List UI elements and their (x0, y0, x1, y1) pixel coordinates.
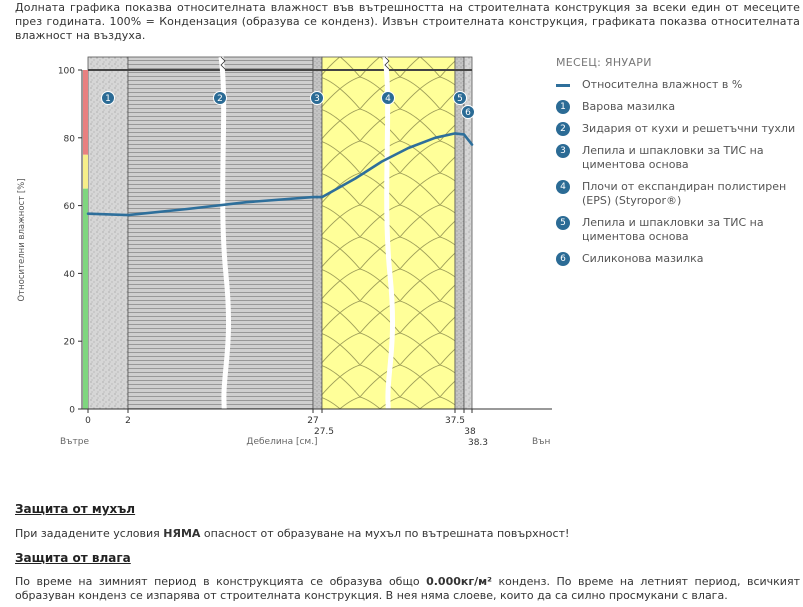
legend-badge: 6 (556, 252, 570, 266)
y-tick-label: 100 (57, 66, 75, 77)
layer-badge-1 (102, 92, 115, 105)
layer-badge-number: 3 (314, 94, 320, 105)
inside-label: Вътре (60, 437, 90, 447)
legend-month: МЕСЕЦ: ЯНУАРИ (556, 56, 652, 69)
x-tick-label: 27.5 (313, 427, 335, 437)
legend-badge: 5 (556, 216, 570, 230)
legend-item-label: Силиконова мазилка (582, 252, 704, 265)
y-tick-label: 40 (63, 269, 75, 280)
moisture-text-post: конденз. По време на летният период, всичкият образуван конденз се изпарява от строителната конструкция. В нея няма слоеве, които да са силно просмукани с влага. (15, 575, 800, 602)
legend-item-label: Плочи от експандиран полистирен (EPS) (Styropor®) (582, 180, 787, 207)
legend-item-label: Варова мазилка (582, 100, 676, 113)
mold-text-bold: НЯМА (163, 527, 201, 540)
layer-badge-5 (454, 92, 467, 105)
legend-item-3 (556, 144, 796, 172)
comfort-band-0 (83, 70, 88, 155)
x-tick-label: 0 (85, 416, 91, 426)
legend-item-label: Лепила и шпакловки за ТИС на циментова основа (582, 144, 764, 171)
mold-title: Защита от мухъл (15, 502, 136, 516)
layer-badge-4 (382, 92, 395, 105)
x-tick-label: 38.3 (467, 438, 489, 448)
legend-item-5 (556, 216, 796, 244)
mold-text-post: опасност от образуване на мухъл по вътрешната повърхност! (200, 527, 570, 540)
intro-text: Долната графика показва относителната влажност във вътрешността на строителната конструкция за всеки един от месеците през годината. 100% = Кондензация (образува се конденз). Извън строителната конструкция, графиката показва относителната влажност на въздуха. (15, 1, 800, 42)
chart-legend (556, 56, 796, 274)
moisture-text-pre: По време на зимният период в конструкцията се образува общо (15, 575, 427, 588)
layer-badge-number: 2 (217, 94, 223, 105)
y-tick-label: 80 (63, 134, 75, 145)
y-tick-label: 20 (63, 337, 75, 348)
legend-item-label: Лепила и шпакловки за ТИС на циментова основа (582, 216, 764, 243)
layer-badge-2 (214, 92, 227, 105)
legend-badge: 3 (556, 144, 570, 158)
layer-badge-number: 6 (465, 108, 471, 119)
layer-badge-number: 1 (105, 94, 111, 105)
x-axis-label: Дебелина [см.] (246, 437, 318, 447)
layer-3 (313, 57, 322, 409)
legend-series-label: Относителна влажност в % (582, 78, 743, 91)
outside-label: Вън (532, 437, 551, 447)
mold-text (15, 527, 800, 541)
x-tick-label: 37.5 (444, 416, 466, 426)
layer-badge-number: 4 (385, 94, 391, 105)
moisture-text (15, 575, 800, 603)
legend-badge: 2 (556, 122, 570, 136)
layer-2 (128, 57, 313, 409)
layer-badge-number: 5 (457, 94, 463, 105)
legend-item-1 (556, 100, 796, 114)
legend-line-swatch (556, 84, 570, 87)
comfort-band-1 (83, 155, 88, 189)
legend-item-4 (556, 180, 796, 208)
y-axis-label: Относителни влажност [%] (17, 178, 27, 302)
legend-item-2 (556, 122, 796, 136)
x-tick-label: 2 (125, 416, 131, 426)
legend-item-label: Зидария от кухи и решетъчни тухли (582, 122, 796, 135)
layer-1 (88, 57, 128, 409)
legend-series (556, 78, 796, 92)
comfort-band-2 (83, 189, 88, 409)
layer-badge-6 (462, 106, 475, 119)
x-tick-label: 38 (464, 427, 476, 437)
humidity-chart (0, 45, 560, 455)
legend-badge: 4 (556, 180, 570, 194)
x-tick-label: 27 (307, 416, 319, 426)
legend-item-6 (556, 252, 796, 266)
mold-text-pre: При зададените условия (15, 527, 164, 540)
moisture-text-bold: 0.000кг/м² (426, 575, 492, 588)
legend-badge: 1 (556, 100, 570, 114)
layer-badge-3 (311, 92, 324, 105)
y-tick-label: 60 (63, 202, 75, 213)
y-tick-label: 0 (69, 405, 75, 416)
moisture-title: Защита от влага (15, 551, 131, 565)
